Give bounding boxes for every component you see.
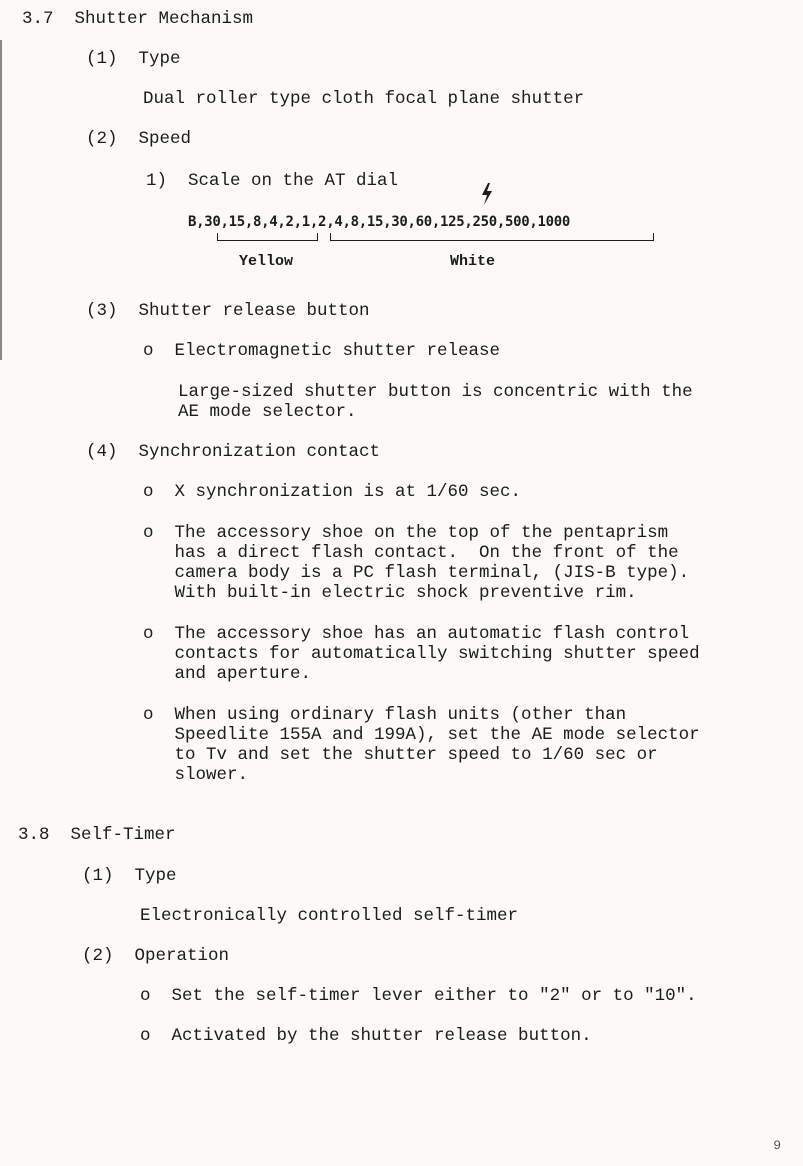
sync-bullet-line: With built-in electric shock preventive rim.	[143, 583, 637, 603]
speed-scale-label: 1) Scale on the AT dial	[146, 171, 399, 191]
section-heading-3-8: 3.8 Self-Timer	[18, 825, 176, 845]
operation-bullet: o Set the self-timer lever either to "2" or to "10".	[140, 986, 697, 1006]
release-text-line: Large-sized shutter button is concentric with the	[178, 382, 693, 402]
sync-bullet-line: camera body is a PC flash terminal, (JIS-B type).	[143, 563, 690, 583]
operation-bullet: o Activated by the shutter release button.	[140, 1026, 592, 1046]
shutter-speed-scale: B,30,15,8,4,2,1,2,4,8,15,30,60,125,250,500,1000	[188, 214, 571, 230]
subsection-type-label: (1) Type	[82, 866, 177, 886]
subsection-speed-label: (2) Speed	[86, 129, 192, 149]
sync-bullet-line: Speedlite 155A and 199A), set the AE mode selector	[143, 725, 700, 745]
sync-bullet-line: slower.	[143, 765, 249, 785]
type-description: Dual roller type cloth focal plane shutter	[143, 89, 585, 109]
release-text-line: AE mode selector.	[178, 402, 357, 422]
sync-bullet-line: and aperture.	[143, 664, 312, 684]
white-bracket	[330, 233, 654, 241]
lightning-bolt-icon	[479, 182, 495, 206]
subsection-release-label: (3) Shutter release button	[86, 301, 370, 321]
type-description: Electronically controlled self-timer	[140, 906, 519, 926]
page-number: 9	[773, 1138, 781, 1153]
sync-bullet-line: to Tv and set the shutter speed to 1/60 sec or	[143, 745, 658, 765]
subsection-sync-label: (4) Synchronization contact	[86, 442, 381, 462]
subsection-operation-label: (2) Operation	[82, 946, 230, 966]
sync-bullet: o The accessory shoe has an automatic flash control	[143, 624, 690, 644]
scan-edge	[0, 40, 2, 360]
sync-bullet-line: has a direct flash contact. On the front of the	[143, 543, 679, 563]
sync-bullet: o When using ordinary flash units (other than	[143, 705, 627, 725]
yellow-bracket	[217, 233, 318, 241]
release-bullet: o Electromagnetic shutter release	[143, 341, 501, 361]
section-heading-3-7: 3.7 Shutter Mechanism	[22, 9, 254, 29]
sync-bullet: o The accessory shoe on the top of the pentaprism	[143, 523, 669, 543]
white-label: White	[450, 253, 496, 270]
sync-bullet: o X synchronization is at 1/60 sec.	[143, 482, 522, 502]
sync-bullet-line: contacts for automatically switching shutter speed	[143, 644, 700, 664]
subsection-type-label: (1) Type	[86, 49, 181, 69]
yellow-label: Yellow	[239, 253, 294, 270]
